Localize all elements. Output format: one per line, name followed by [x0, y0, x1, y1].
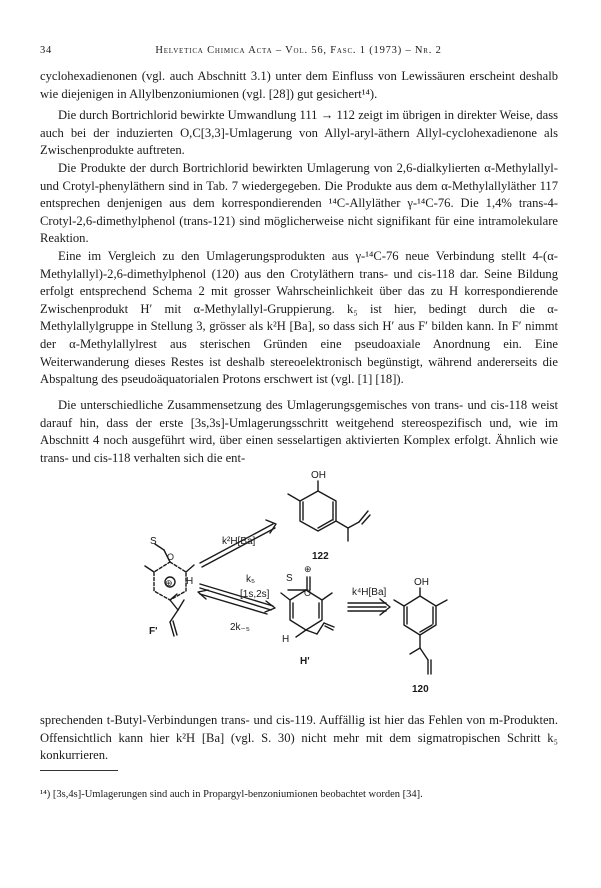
- footnote-rule: [40, 770, 118, 771]
- compound-122-label: 122: [312, 551, 329, 562]
- reaction-scheme: [140, 464, 480, 704]
- intermediate-H-structure: [281, 577, 334, 637]
- sulfur-label-F: S: [150, 536, 157, 547]
- running-title: Helvetica Chimica Acta – Vol. 56, Fasc. 1 (1973) – Nr. 2: [155, 45, 442, 56]
- paragraph-2: Die durch Bortrichlorid bewirkte Umwandlung 111 → 112 zeigt im übrigen in direkter Weise, dass auch bei der induzierten O,C[3,3]-Umlagerung von Allyl-aryl-äthern Allyl-cyclohexadienone als Zwischenprodukte auftreten.: [40, 108, 558, 158]
- paragraph-4: Eine im Vergleich zu den Umlagerungsprodukten aus γ-¹⁴C-76 neue Verbindung stellt 4-(α-Methylallyl)-2,6-dimethylphenol (120) aus den Crotyläthern trans- und cis-118 dar. Seine Bildung erfolgt entsprechend Schema 2 mit grosser Wahrscheinlichkeit über das zu H korrespondierende Zwischenprodukt H′ mit α-Methylallyl-Gruppierung. k₅ ist hier, bedingt durch die α-Methylallylgruppe in Stellung 3, grösser als k²H [Ba], so dass sich H′ aus F′ bilden kann. In F′ nimmt der α-Methylallylrest aus sterischen Gründen eine pseudoaxiale Anordnung ein. Eine Weiterwanderung dieses Restes ist deshalb stereoelektronisch begünstigt, während andererseits die Abspaltung des pseudoäquatorialen Protons erschwert ist (vgl. [1] [18]).: [40, 249, 558, 387]
- rate-k-minus5: 2k₋₅: [230, 622, 250, 633]
- page-header: [40, 45, 557, 61]
- rate-k-top: k²H[Ba]: [222, 536, 256, 547]
- compound-120-structure: [394, 588, 447, 674]
- intermediate-F-label: F': [149, 626, 158, 637]
- oxygen-label-F: O: [167, 552, 175, 562]
- hydrogen-label-H: H: [282, 634, 290, 645]
- oh-label-122: OH: [311, 470, 326, 481]
- paragraph-3: Die Produkte der durch Bortrichlorid bewirkten Umlagerung von 2,6-dialkylierten α-Methylallyl- und Crotyl-phenyläthern sind in Tab. 7 wiedergegeben. Die Produkte aus dem α-Methylallyläther 117 entsprechen denjenigen aus dem korrespondierenden ¹⁴C-Allyläther γ-¹⁴C-76. Die 1,4% trans-4-Crotyl-2,6-dimethylphenol (trans-121) sind möglicherweise nicht signifikant für eine intramolekulare Reaktion.: [40, 161, 558, 246]
- paragraph-6: sprechenden t-Butyl-Verbindungen trans- und cis-119. Auffällig ist hier das Fehlen von m-Produkten. Offensichtlich kann hier k²H [Ba] (vgl. S. 30) nicht mehr mit dem sigmatropischen Schritt k₅ konkurrieren.: [40, 713, 558, 763]
- footnote: ¹⁴) [3s,4s]-Umlagerungen sind auch in Propargyl-benzoniumionen beobachtet worden [34].: [40, 788, 423, 800]
- page-number: 34: [40, 45, 53, 56]
- intermediate-H-label: H': [300, 656, 310, 667]
- plus-charge-H: ⊕: [304, 564, 312, 574]
- compound-122-structure: [288, 481, 370, 541]
- plus-charge-F: ⊕: [165, 578, 173, 588]
- paragraph-1: cyclohexadienonen (vgl. auch Abschnitt 3.1) unter dem Einfluss von Lewissäuren erscheint deshalb wie diejenigen in Allylbenzoniumionen (vgl. [28]) gut gesichert¹⁴).: [40, 69, 558, 101]
- sulfur-label-H: S: [286, 573, 293, 584]
- oxygen-label-H: O: [304, 588, 312, 598]
- rate-k5: k₅: [246, 574, 256, 585]
- hydrogen-label-F: H: [186, 576, 194, 587]
- compound-120-label: 120: [412, 684, 429, 695]
- rate-k5-bracket: [1s,2s]: [240, 589, 270, 600]
- arrow-H-to-120: [348, 599, 390, 615]
- paragraph-5: Die unterschiedliche Zusammensetzung des Umlagerungsgemisches von trans- und cis-118 weist darauf hin, dass der erste [3s,3s]-Umlagerungsschritt weitgehend stereospezifisch und, wie im Abschnitt 4 noch ausgeführt wird, über einen sesselartigen aktivierten Komplex erfolgt. Ähnlich wie trans- und cis-118 verhalten sich die ent-: [40, 398, 558, 465]
- oh-label-120: OH: [414, 577, 429, 588]
- rate-k-right: k⁴H[Ba]: [352, 587, 387, 598]
